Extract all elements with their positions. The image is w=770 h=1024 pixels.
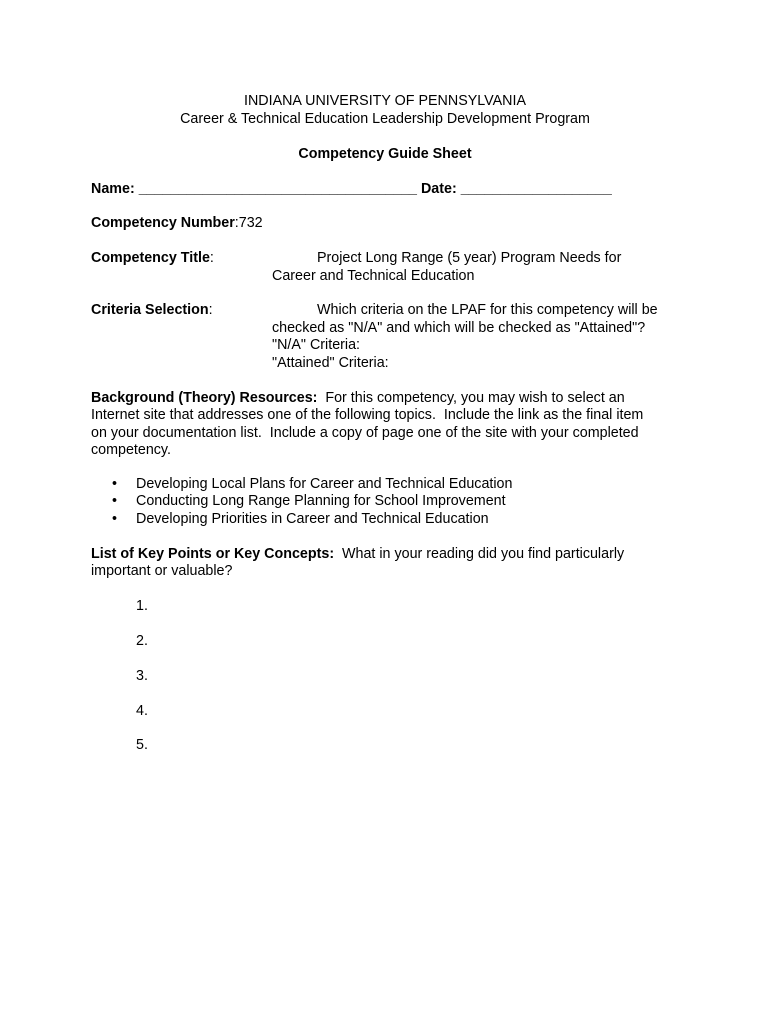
competency-title-line-2: Career and Technical Education	[272, 268, 475, 284]
topic-text: Developing Local Plans for Career and Technical Education	[136, 476, 513, 492]
background-text-1: For this competency, you may wish to select an	[317, 390, 625, 406]
competency-title-colon: :	[209, 250, 214, 266]
key-points-paragraph-line-1	[91, 546, 624, 564]
criteria-selection-label-row	[91, 302, 213, 320]
key-points-paragraph-line-2: important or valuable?	[91, 563, 233, 579]
date-blank: ___________________	[460, 181, 612, 197]
bullet-icon: •	[112, 493, 118, 509]
key-point-number: 3.	[136, 668, 148, 684]
name-label: Name:	[91, 181, 135, 197]
attained-criteria-label: "Attained" Criteria:	[272, 355, 389, 371]
background-label: Background (Theory) Resources:	[91, 390, 318, 406]
topic-text: Conducting Long Range Planning for School Improvement	[136, 493, 506, 509]
program-heading: Career & Technical Education Leadership Development Program	[180, 111, 590, 127]
key-point-number: 5.	[136, 737, 148, 753]
key-point-number: 1.	[136, 598, 148, 614]
background-paragraph-line-3: on your documentation list. Include a copy of page one of the site with your completed	[91, 425, 639, 441]
bullet-icon: •	[112, 476, 118, 492]
criteria-selection-label: Criteria Selection	[91, 302, 209, 318]
background-paragraph-line-2: Internet site that addresses one of the following topics. Include the link as the final item	[91, 407, 644, 423]
key-points-label: List of Key Points or Key Concepts:	[91, 546, 335, 562]
criteria-selection-line-1: Which criteria on the LPAF for this competency will be	[317, 302, 658, 318]
key-point-number: 4.	[136, 703, 148, 719]
sheet-title: Competency Guide Sheet	[298, 146, 472, 162]
competency-number-value: :732	[234, 215, 263, 231]
criteria-selection-line-2: checked as "N/A" and which will be checked as "Attained"?	[272, 320, 646, 336]
competency-title-label: Competency Title	[91, 250, 210, 266]
key-point-number: 2.	[136, 633, 148, 649]
background-paragraph-line-4: competency.	[91, 442, 171, 458]
competency-title-line-1: Project Long Range (5 year) Program Needs for	[317, 250, 622, 266]
competency-title-label-row	[91, 250, 214, 268]
competency-number-row	[91, 215, 263, 233]
background-paragraph-line-1	[91, 390, 625, 408]
bullet-icon: •	[112, 511, 118, 527]
key-points-text-1: What in your reading did you find particularly	[334, 546, 625, 562]
criteria-selection-colon: :	[208, 302, 213, 318]
na-criteria-label: "N/A" Criteria:	[272, 337, 361, 353]
topic-text: Developing Priorities in Career and Technical Education	[136, 511, 489, 527]
name-date-row	[91, 181, 612, 199]
institution-heading: INDIANA UNIVERSITY OF PENNSYLVANIA	[243, 93, 527, 109]
competency-number-label: Competency Number	[91, 215, 235, 231]
name-blank: ___________________________________	[138, 181, 417, 197]
date-label: Date:	[420, 181, 457, 197]
